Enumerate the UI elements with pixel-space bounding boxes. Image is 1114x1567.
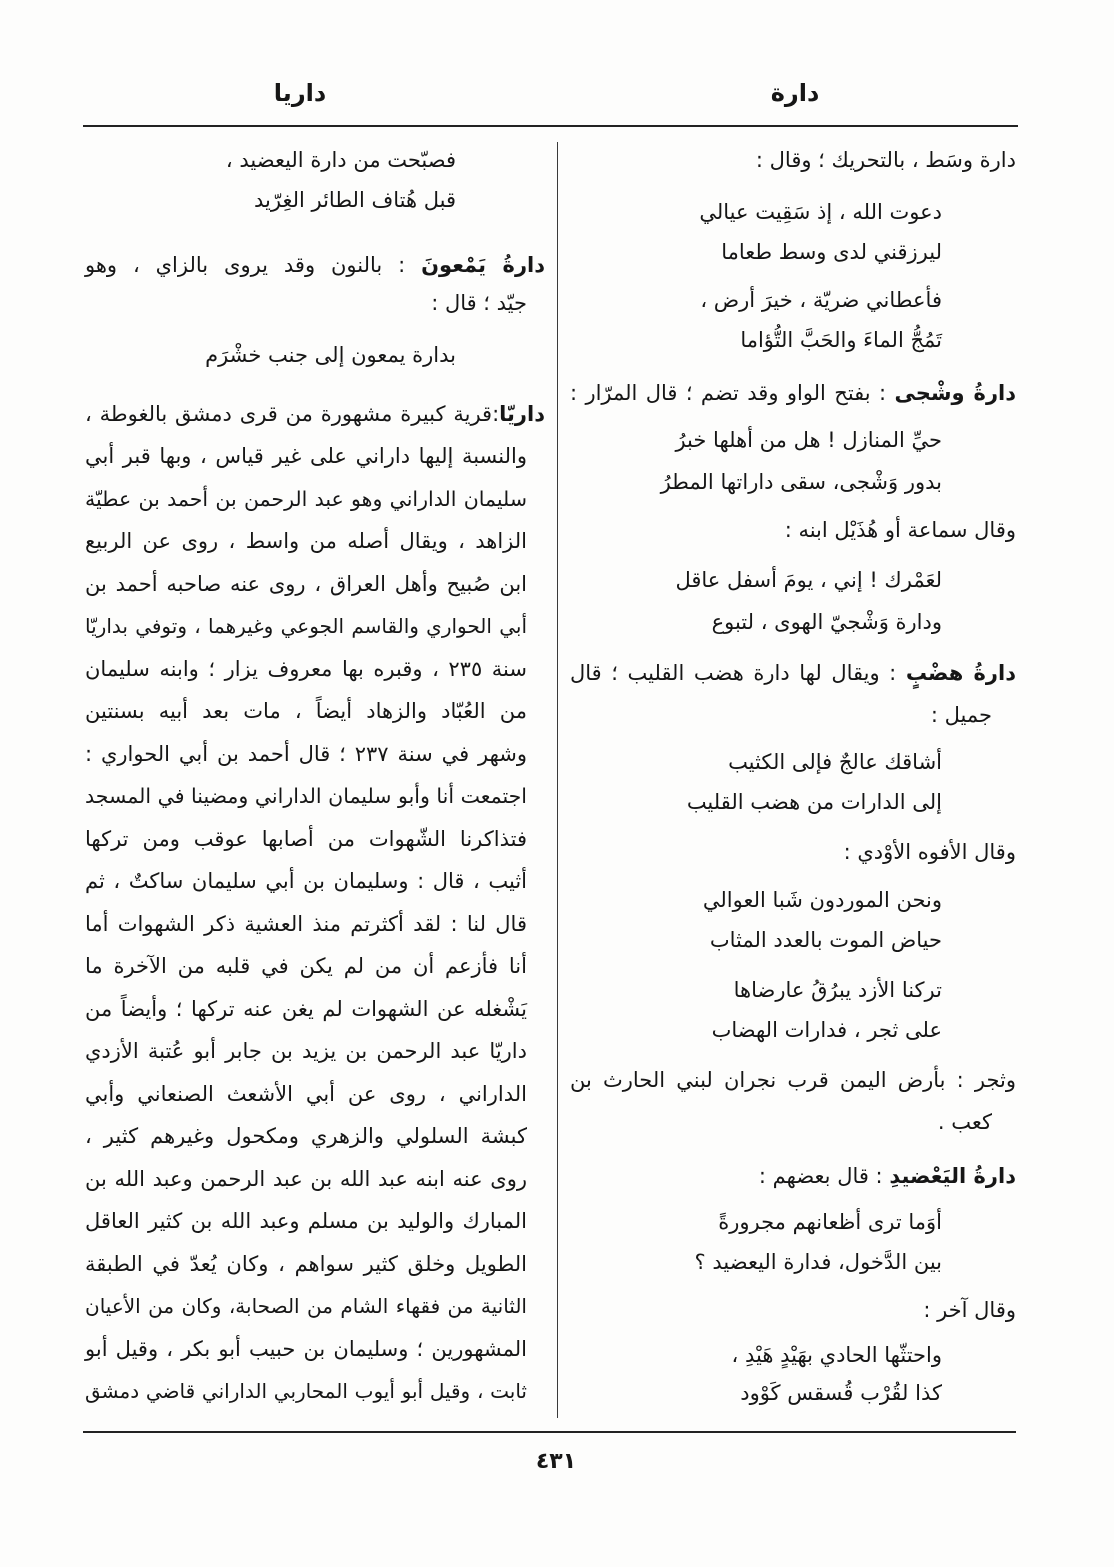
line-text: الداراني ، روى عن أبي الأشعث الصنعاني وأبي (85, 1082, 527, 1106)
text-line (85, 1244, 527, 1284)
text-line (85, 861, 527, 901)
text-line (85, 776, 527, 816)
line-text: واحتثّها الحادي بهَيْدٍ هَيْدِ ، (731, 1343, 942, 1367)
line-text: الطويل وخلق كثير سواهم ، وكان يُعدّ في الطبقة (85, 1252, 527, 1276)
line-text: جيّد ؛ قال : (431, 291, 527, 315)
line-text: الثانية من فقهاء الشام من الصحابة، وكان من الأعيان (85, 1294, 527, 1318)
line-text: وثجر : بأرض اليمن قرب نجران لبني الحارث بن (570, 1068, 1016, 1092)
line-text: والنسبة إليها داراني على غير قياس ، وبها قبر أبي (85, 444, 527, 468)
line-text: أبي الحواري والقاسم الجوعي وغيرهما ، وتوفي بداريّا (85, 614, 527, 638)
text-line (85, 521, 527, 561)
line-text: بين الدَّخول، فدارة اليعضيد ؟ (694, 1250, 942, 1274)
line-text: المبارك والوليد بن مسلم وعبد الله بن كثير العاقل (85, 1209, 527, 1233)
line-text: وقال الأفوه الأوْدي : (843, 840, 1016, 864)
text-line (85, 1329, 527, 1369)
line-text: فصبّحت من دارة اليعضيد ، (225, 148, 456, 172)
line-text: فأعطاني ضريّة ، خيرَ أرض ، (700, 288, 942, 312)
text-line (85, 1201, 527, 1241)
line-text: ثابت ، وقيل أبو أيوب المحاربي الداراني قاضي دمشق (85, 1379, 527, 1403)
text-line (85, 1031, 527, 1071)
page-number: ٤٣١ (535, 1449, 577, 1474)
text-line (85, 1074, 527, 1114)
text-line (85, 819, 527, 859)
line-text: فتذاكرنا الشّهوات من أصابها عوقب ومن تركها (85, 827, 527, 851)
line-text: تركنا الأزد يبرُقُ عارضاها (733, 978, 942, 1002)
text-line (85, 436, 527, 476)
running-head-right: دارة (770, 79, 820, 107)
line-text: ونحن الموردون شَبا العوالي (702, 888, 942, 912)
line-text: ودارة وَشْجيّ الهوى ، لتبوع (711, 610, 942, 634)
entry-headword: دارةُ وشْجى (894, 381, 1017, 405)
line-text: : بفتح الواو وقد تضم ؛ قال المرّار : (570, 381, 895, 405)
entry-headword: دارةُ هضْبٍ (905, 661, 1016, 685)
entry-headword: دارةُ اليَعْضيدِ (889, 1164, 1016, 1188)
line-text: الزاهد ، ويقال أصله من واسط ، روى عن الربيع (85, 529, 527, 553)
text-line (85, 1371, 527, 1411)
line-text: اجتمعت أنا وأبو سليمان الداراني ومضينا في المسجد (85, 784, 527, 808)
line-text: داريّا عبد الرحمن بن يزيد بن جابر أبو عُتبة الأزدي (85, 1039, 527, 1063)
text-line (85, 606, 527, 646)
line-text: دعوت الله ، إذ سَقِيت عيالي (699, 200, 942, 224)
line-text: حيِّ المنازل ! هل من أهلها خبرُ (675, 428, 942, 452)
line-text: قبل هُتاف الطائر الغِرّيد (254, 188, 456, 212)
line-text: ليرزقني لدى وسط طعاما (721, 240, 942, 264)
text-line (85, 904, 527, 944)
line-text: : قال بعضهم : (758, 1164, 890, 1188)
line-text: ابن صُبيح وأهل العراق ، روى عنه صاحبه أحمد بن (85, 572, 527, 596)
line-text: قال لنا : لقد أكثرتم منذ العشية ذكر الشهوات أما (85, 912, 527, 936)
line-text: سليمان الداراني وهو عبد الرحمن بن أحمد بن عطيّة (85, 487, 527, 511)
text-line (85, 283, 527, 323)
line-text: كعب . (937, 1110, 992, 1134)
line-text: دارة وسَط ، بالتحريك ؛ وقال : (755, 148, 1016, 172)
line-text: على ثجر ، فدارات الهضاب (711, 1018, 942, 1042)
verse-line (140, 335, 456, 375)
line-text: من العُبّاد والزهاد أيضاً ، مات بعد أبيه بسنتين (85, 699, 527, 723)
line-text: تَمُجُّ الماءَ والحَبَّ التُّؤاما (740, 328, 942, 352)
entry-headword: دارةُ يَمْعونَ (421, 253, 546, 277)
text-line (85, 989, 527, 1029)
entry-line (85, 245, 545, 285)
line-text: وقال آخر : (923, 1298, 1016, 1322)
text-line (85, 479, 527, 519)
line-text: يَشْغله عن الشهوات لم يغن عنه تركها ؛ وأيضاً من (85, 997, 527, 1021)
line-text: وشهر في سنة ٢٣٧ ؛ قال أحمد بن أبي الحواري : (85, 742, 528, 766)
line-text: سنة ٢٣٥ ، وقبره بها معروف يزار ؛ وابنه سليمان (85, 657, 527, 681)
line-text: بدارة يمعون إلى جنب خشْرَم (205, 343, 456, 367)
entry-line (85, 394, 545, 434)
line-text: لعَمْرك ! إني ، يومَ أسفل عاقل (675, 568, 942, 592)
text-line (85, 734, 527, 774)
line-text: روى عنه ابنه عبد الله بن عبد الرحمن وعبد الله بن (85, 1167, 527, 1191)
text-line (85, 946, 527, 986)
line-text: أنا فأزعم أن من لم يكن في قلبه من الآخرة ما (85, 954, 527, 978)
text-line (85, 691, 527, 731)
line-text: كذا لقُرْب قُسقس كَوْود (740, 1381, 942, 1405)
line-text: أشاقك عالجٌ فإلى الكثيب (728, 750, 942, 774)
line-text: جميل : (930, 703, 992, 727)
running-head-left: داريا (273, 79, 327, 107)
text-line (85, 564, 527, 604)
text-line (85, 1159, 527, 1199)
text-line (85, 1116, 527, 1156)
line-text: أوَما ترى أظعانهم مجرورةً (718, 1210, 942, 1234)
verse-line (140, 180, 456, 220)
text-line (85, 649, 527, 689)
footer-rule (83, 1431, 1016, 1433)
verse-line (140, 140, 456, 180)
text-line (85, 1286, 527, 1326)
line-text: : ويقال لها دارة هضب القليب ؛ قال (570, 661, 906, 685)
line-text: وقال سماعة أو هُذَيْل ابنه : (784, 518, 1016, 542)
line-text: :قرية كبيرة مشهورة من قرى دمشق بالغوطة ، (85, 402, 500, 426)
line-text: حياض الموت بالعدد المثاب (709, 928, 942, 952)
line-text: بدور وَشْجى، سقى داراتها المطرُ (660, 470, 942, 494)
line-text: أثيب ، قال : وسليمان بن أبي سليمان ساكتٌ ، ثم (85, 869, 527, 893)
line-text: إلى الدارات من هضب القليب (686, 790, 942, 814)
entry-headword: داريّا (499, 402, 545, 426)
line-text: كبشة السلولي والزهري ومكحول وغيرهم كثير ، (85, 1124, 527, 1148)
line-text: : بالنون وقد يروى بالزاي ، وهو (85, 253, 422, 277)
line-text: المشهورين ؛ وسليمان بن حبيب أبو بكر ، وقيل أبو (85, 1337, 527, 1361)
